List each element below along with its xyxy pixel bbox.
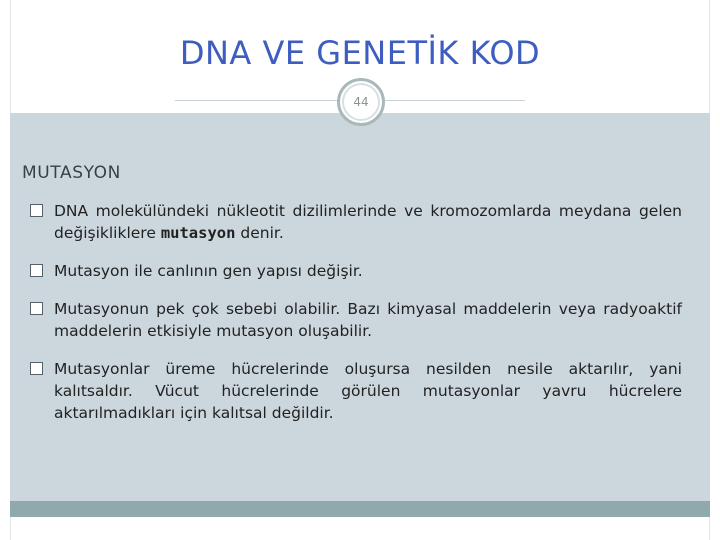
bullet-item	[30, 200, 682, 244]
bullet-text: Mutasyon ile canlının gen yapısı değişir.	[54, 262, 363, 280]
bullet-text: Mutasyonun pek çok sebebi olabilir. Bazı kimyasal maddelerin veya radyoaktif maddelerin etkisiyle mutasyon oluşabilir.	[54, 300, 682, 340]
square-bullet-icon	[30, 362, 43, 375]
slide-title: DNA VE GENETİK KOD	[179, 34, 541, 72]
bullet-item	[30, 260, 682, 282]
bullet-item	[30, 298, 682, 342]
title-divider-left	[175, 100, 337, 101]
footer-band	[10, 517, 710, 540]
page-number-badge	[337, 78, 385, 126]
square-bullet-icon	[30, 204, 43, 217]
bullet-text: denir.	[235, 224, 284, 242]
bullet-text: Mutasyonlar üreme hücrelerinde oluşursa nesilden nesile aktarılır, yani kalıtsaldır. Vücut hücrelerinde görülen mutasyonlar yavru hücrelere aktarılmadıkları için kalıtsal değildir.	[54, 360, 682, 422]
bullet-list	[30, 200, 682, 424]
bullet-emphasis: mutasyon	[160, 224, 236, 242]
square-bullet-icon	[30, 302, 43, 315]
square-bullet-icon	[30, 264, 43, 277]
page-number: 44	[353, 95, 369, 109]
bullet-item	[30, 358, 682, 424]
footer-bar	[10, 501, 710, 517]
bullet-text: DNA molekülündeki nükleotit dizilimlerinde ve kromozomlarda meydana gelen değişikliklere	[54, 202, 682, 242]
section-heading: MUTASYON	[22, 163, 121, 183]
title-divider-right	[385, 100, 525, 101]
